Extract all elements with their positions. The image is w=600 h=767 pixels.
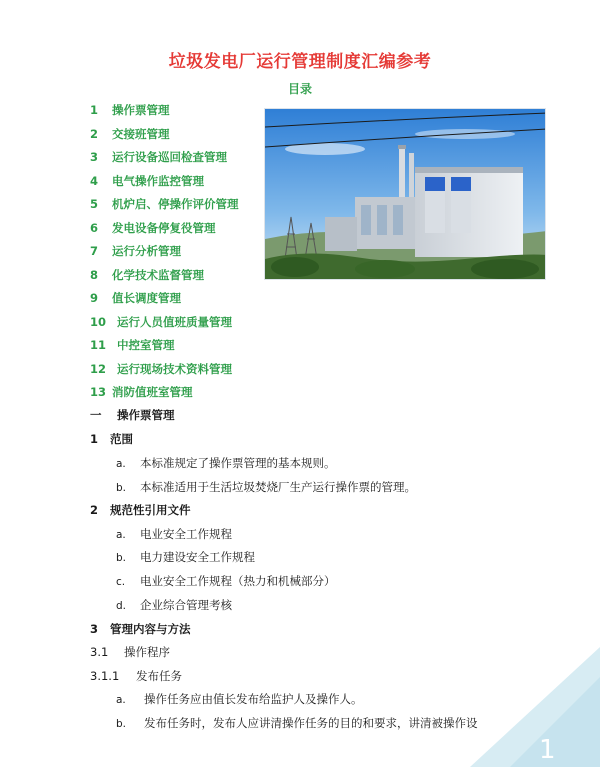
- list-item: [116, 690, 363, 709]
- toc-item[interactable]: [90, 360, 232, 378]
- list-bullet: c.: [116, 576, 126, 588]
- list-item: [116, 714, 478, 733]
- toc-item[interactable]: [90, 266, 204, 284]
- list-bullet: a.: [116, 529, 126, 541]
- toc-item-label: 运行现场技术资料管理: [117, 361, 232, 376]
- list-text: 发布任务时，发布人应讲清操作任务的目的和要求，讲清被操作设: [144, 716, 478, 730]
- section-heading: [90, 430, 133, 448]
- toc-item-number: 12: [90, 361, 107, 376]
- toc-item-number: 1: [90, 103, 99, 117]
- toc-item-label: 运行设备巡回检查管理: [112, 150, 227, 164]
- toc-item-label: 中控室管理: [117, 338, 175, 352]
- toc-item-label: 操作票管理: [112, 103, 170, 117]
- list-item: [116, 478, 416, 497]
- toc-item-label: 化学技术监督管理: [112, 267, 204, 282]
- list-bullet: b.: [116, 718, 127, 730]
- toc-item[interactable]: [90, 313, 232, 331]
- toc-item-label: 运行分析管理: [112, 244, 181, 258]
- list-item: [116, 548, 255, 567]
- toc-item-number: 9: [90, 291, 99, 305]
- page-number: 1: [539, 735, 556, 765]
- list-item: [116, 596, 232, 615]
- power-plant-photo: [264, 108, 546, 280]
- toc-item-label: 电气操作监控管理: [112, 173, 204, 188]
- power-plant-illustration: [265, 109, 546, 280]
- toc-item[interactable]: [90, 101, 170, 119]
- section-number: 1: [90, 432, 99, 446]
- chapter-number: 一: [90, 408, 102, 422]
- toc-item[interactable]: [90, 242, 181, 260]
- list-bullet: b.: [116, 482, 127, 494]
- toc-item-number: 6: [90, 220, 99, 235]
- toc-item-number: 3: [90, 150, 99, 164]
- toc-item[interactable]: [90, 148, 227, 166]
- list-text: 操作任务应由值长发布给监护人及操作人。: [144, 692, 363, 706]
- document-title: 垃圾发电厂运行管理制度汇编参考: [168, 52, 432, 72]
- list-item: [116, 572, 336, 591]
- chapter-heading: [90, 406, 175, 424]
- subsection-label: 发布任务: [136, 669, 182, 683]
- list-text: 电力建设安全工作规程: [140, 550, 255, 564]
- chapter-label: 操作票管理: [117, 408, 175, 422]
- toc-item[interactable]: [90, 195, 239, 213]
- list-text: 企业综合管理考核: [140, 598, 232, 612]
- section-heading: [90, 620, 191, 638]
- section-number: 3: [90, 622, 99, 636]
- section-label: 管理内容与方法: [110, 622, 191, 636]
- toc-item-number: 11: [90, 338, 107, 352]
- list-item: [116, 525, 232, 544]
- toc-item-number: 10: [90, 314, 107, 329]
- list-text: 电业安全工作规程（热力和机械部分）: [140, 574, 336, 588]
- toc-item-number: 13: [90, 385, 107, 399]
- corner-decoration: [470, 647, 600, 767]
- subsection-label: 操作程序: [124, 645, 170, 659]
- toc-item-label: 发电设备停复役管理: [112, 220, 216, 235]
- toc-item[interactable]: [90, 219, 216, 237]
- list-bullet: a.: [116, 694, 126, 706]
- toc-item-number: 4: [90, 173, 99, 188]
- list-bullet: a.: [116, 458, 126, 470]
- list-item: [116, 454, 336, 473]
- list-text: 本标准适用于生活垃圾焚烧厂生产运行操作票的管理。: [140, 480, 416, 494]
- toc-item-number: 7: [90, 244, 99, 258]
- subsection-heading: [90, 667, 182, 685]
- section-label: 范围: [110, 432, 133, 446]
- toc-item-number: 8: [90, 267, 99, 282]
- subsection-number: 3.1.1: [90, 669, 120, 683]
- toc-item[interactable]: [90, 125, 170, 143]
- toc-item[interactable]: [90, 172, 204, 190]
- section-heading: [90, 501, 191, 519]
- list-bullet: d.: [116, 600, 127, 612]
- toc-item[interactable]: [90, 336, 175, 354]
- toc-item-label: 运行人员值班质量管理: [117, 314, 232, 329]
- list-text: 本标准规定了操作票管理的基本规则。: [140, 456, 336, 470]
- section-number: 2: [90, 503, 99, 517]
- toc-item[interactable]: [90, 383, 193, 401]
- toc-item-number: 2: [90, 126, 99, 141]
- subsection-heading: [90, 643, 170, 661]
- subsection-number: 3.1: [90, 645, 109, 659]
- list-bullet: b.: [116, 552, 127, 564]
- toc-item-number: 5: [90, 197, 99, 211]
- toc-heading: 目录: [287, 82, 312, 96]
- toc-item-label: 机炉启、停操作评价管理: [112, 197, 239, 211]
- toc-item-label: 交接班管理: [112, 126, 170, 141]
- toc-item-label: 消防值班室管理: [112, 385, 193, 399]
- toc-item[interactable]: [90, 289, 181, 307]
- toc-item-label: 值长调度管理: [112, 291, 181, 305]
- section-label: 规范性引用文件: [110, 503, 191, 517]
- list-text: 电业安全工作规程: [140, 527, 232, 541]
